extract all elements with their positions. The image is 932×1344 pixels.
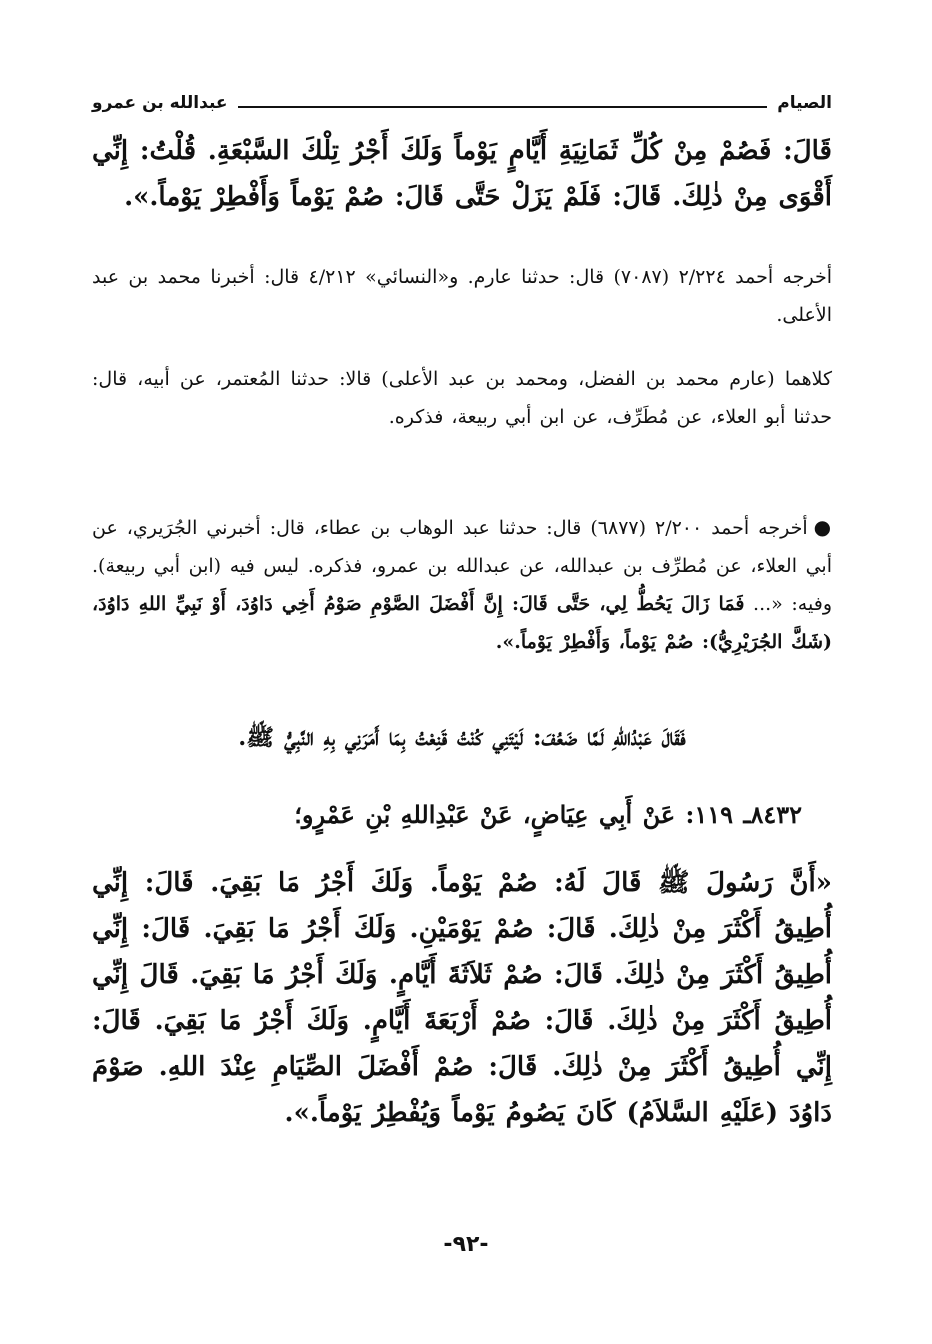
takhrij-paragraph: أخرجه أحمد ٢/٢٢٤ (٧٠٨٧) قال: حدثنا عارم. و«النسائي» ٤/٢١٢ قال: أخبرنا محمد بن عبد الأعلى.	[92, 266, 832, 326]
hadith-text-continued: قَالَ: فَصُمْ مِنْ كُلِّ ثَمَانِيَةِ أَيَّامٍ يَوْماً وَلَكَ أَجْرُ تِلْكَ السَّبْعَةِ. قُلْتُ: إِنِّي أَقْوَى مِنْ ذٰلِكَ. قَالَ: فَلَمْ يَزَلْ حَتَّى قَالَ: صُمْ يَوْماً وَأَفْطِرْ يَوْماً.».	[92, 136, 832, 212]
hadith-text: «أَنَّ رَسُولَ ﷺ قَالَ لَهُ: صُمْ يَوْماً. وَلَكَ أَجْرُ مَا بَقِيَ. قَالَ: إِنِّي أُطِيقُ أَكْثَرَ مِنْ ذٰلِكَ. قَالَ: صُمْ يَوْمَيْنِ. وَلَكَ أَجْرُ مَا بَقِيَ. قَالَ: إِنِّي أُطِيقُ أَكْثَرَ مِنْ ذٰلِكَ. قَالَ: صُمْ ثَلاَثَةَ أَيَّامٍ. وَلَكَ أَجْرُ مَا بَقِيَ. قَالَ إِنِّي أُطِيقُ أَكْثَرَ مِنْ ذٰلِكَ. قَالَ: صُمْ أَرْبَعَةَ أَيَّامٍ. وَلَكَ أَجْرُ مَا بَقِيَ. قَالَ: إِنِّي أُطِيقُ أَكْثَرَ مِنْ ذٰلِكَ. قَالَ: صُمْ أَفْضَلَ الصِّيَامِ عِنْدَ اللهِ. صَوْمَ دَاوُدَ (عَلَيْهِ السَّلاَمُ) كَانَ يَصُومُ يَوْماً وَيُفْطِرُ يَوْماً.».	[92, 868, 832, 1128]
page-number: -٩٢-	[443, 1232, 489, 1257]
bullet-icon: ●	[813, 515, 832, 539]
header-rule	[238, 106, 768, 108]
abdullah-statement: فَقَالَ عَبْدُاللهِ لَمَّا ضَعُفَ: لَيْتَنِي كُنْتُ قَنِعْتُ بِمَا أَمَرَنِي بِهِ النَّبِيُّ ﷺ.	[238, 724, 686, 751]
isnad-paragraph: كلاهما (عارم محمد بن الفضل، ومحمد بن عبد الأعلى) قالا: حدثنا المُعتمر، عن أبيه، قال: حدثنا أبو العلاء، عن مُطَرِّف، عن ابن أبي ربيعة، فذكره.	[92, 368, 832, 428]
second-takhrij-paragraph	[92, 508, 832, 661]
takhrij-text: أخرجه أحمد ٢/٢٠٠ (٦٨٧٧) قال: حدثنا عبد الوهاب بن عطاء، قال: أخبرني الجُرَيري، عن أبي العلاء، عن مُطرِّف بن عبدالله، عن عبدالله بن عمرو، فذكره. ليس فيه (ابن أبي ربيعة). وفيه: «...	[92, 517, 832, 615]
chapter-title: الصيام	[777, 93, 832, 113]
narrator-name: عبدالله بن عمرو	[92, 93, 228, 113]
quoted-matn: فَمَا زَالَ يَحُطُّ لِي، حَتَّى قَالَ: إِنَّ أَفْضَلَ الصَّوْمِ صَوْمُ أَخِي دَاوُدَ، أَوْ نَبِيِّ اللهِ دَاوُدَ، (شَكَّ الجُرَيْرِيُّ): صُمْ يَوْماً، وَأَفْطِرْ يَوْماً.».	[92, 593, 832, 653]
hadith-heading: ٨٤٣٢ـ ١١٩: عَنْ أَبِي عِيَاضٍ، عَنْ عَبْدِاللهِ بْنِ عَمْرٍو؛	[294, 800, 802, 829]
running-header	[92, 86, 832, 120]
